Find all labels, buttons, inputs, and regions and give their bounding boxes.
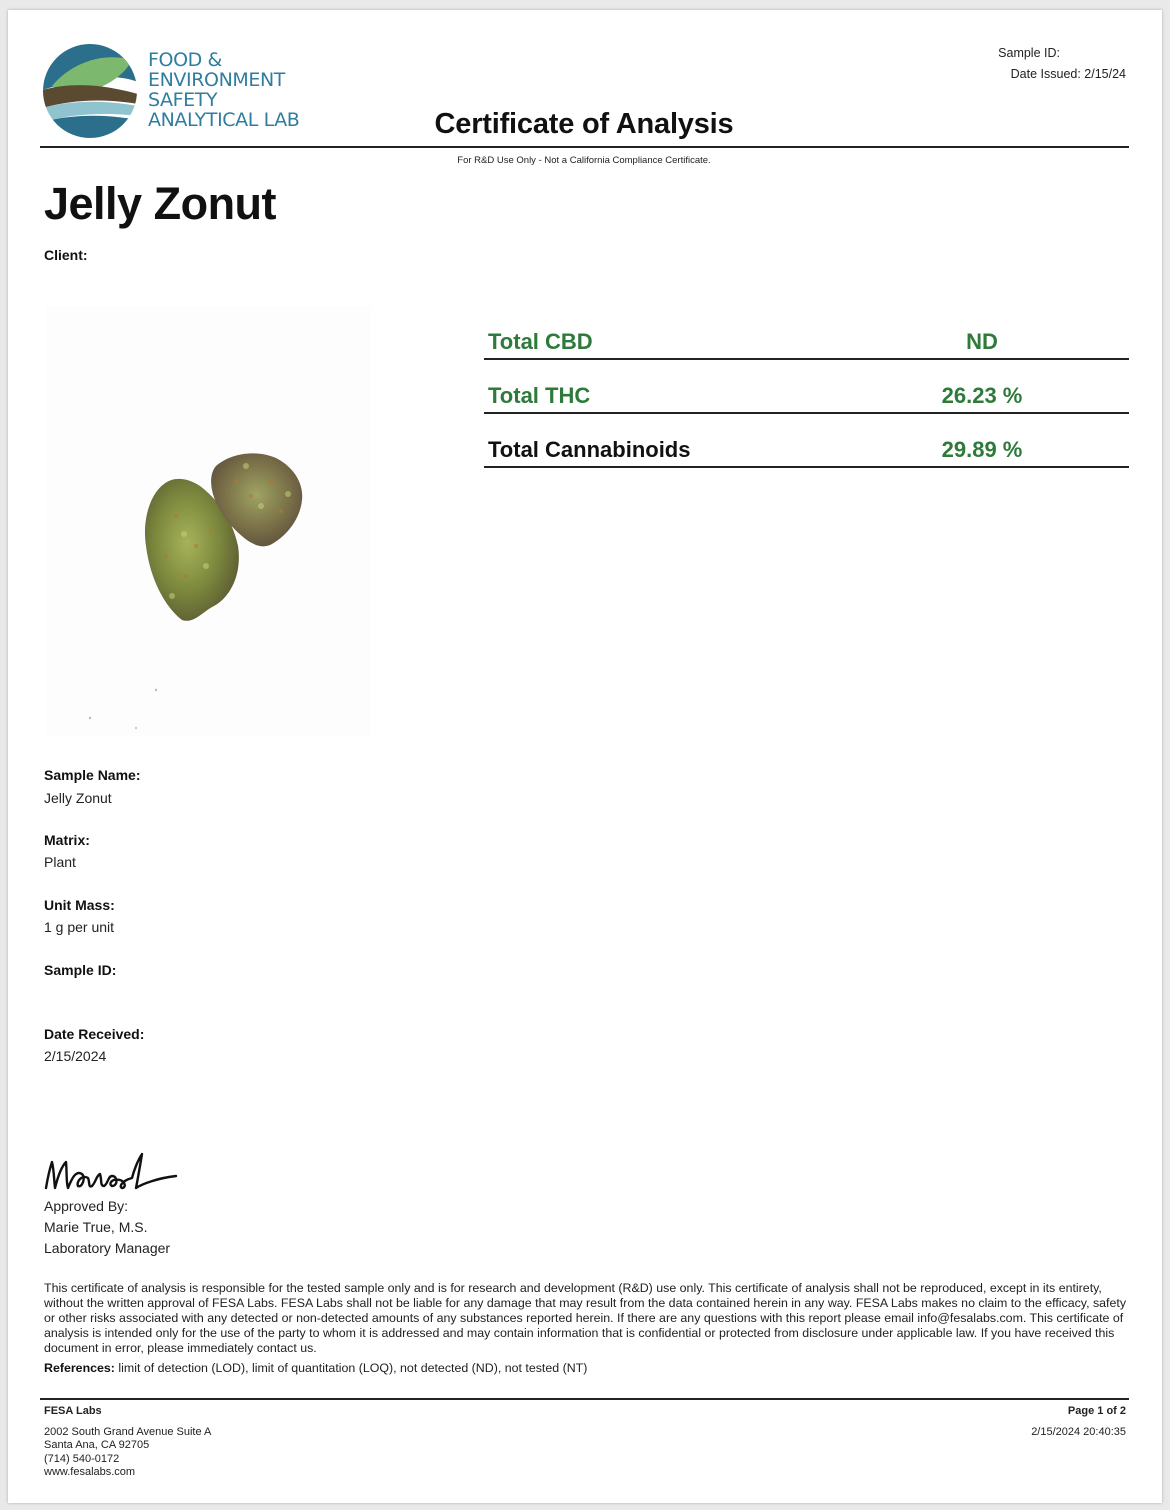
lab-name-logo-text: FOOD & ENVIRONMENT SAFETY ANALYTICAL LAB [148,49,300,131]
references-label: References: [44,1361,115,1375]
result-label: Total CBD [488,329,593,354]
sample-name-value: Jelly Zonut [44,790,112,806]
date-received-label: Date Received: [44,1026,145,1042]
footer-address-line2: Santa Ana, CA 92705 [44,1439,150,1452]
footer-address-line1: 2002 South Grand Avenue Suite A [44,1425,212,1438]
result-row-total-thc [484,360,1129,414]
product-photo [46,306,371,736]
footer-phone: (714) 540-0172 [44,1452,120,1465]
result-label: Total Cannabinoids [488,437,691,462]
matrix-value: Plant [44,854,76,870]
sample-name-label: Sample Name: [44,767,141,783]
result-value: ND [966,329,998,354]
approval-block [44,1196,170,1259]
fesa-logo-icon [42,42,138,140]
unit-mass-label: Unit Mass: [44,897,115,913]
disclaimer-text: This certificate of analysis is responsible for the tested sample only and is for research and development (R&D) use only. This certificate of analysis shall not be reproduced, except in its entirety, without the written approval of FESA Labs. FESA Labs shall not be liable for any damage that may result from the data contained herein in any way. FESA Labs makes no claim to the efficacy, safety or other risks associated with any detected or non-detected amounts of any substances reported herein. If there are any questions with this report please email info@fesalabs.com. This certificate of analysis is intended only for the use of the party to whom it is addressed and may contain information that is confidential or protected from disclosure under applicable law. If you have received this document in error, please immediately contact us. [44,1281,1127,1355]
certificate-page [8,10,1162,1503]
header-sample-id: Sample ID: [998,46,1060,60]
product-name: Jelly Zonut [44,178,277,229]
unit-mass-value: 1 g per unit [44,919,115,935]
document-subtitle: For R&D Use Only - Not a California Compliance Certificate. [457,155,711,166]
header-divider [40,146,1129,148]
signature-image [42,1148,182,1196]
approved-by-label: Approved By: [44,1198,129,1214]
footer-company: FESA Labs [44,1405,102,1417]
document-title: Certificate of Analysis [434,108,734,140]
footer-address [44,1405,211,1480]
footer-divider [40,1398,1129,1400]
approver-name: Marie True, M.S. [44,1219,148,1235]
approver-role: Laboratory Manager [44,1240,171,1256]
footer-website[interactable]: www.fesalabs.com [44,1466,136,1479]
references [44,1361,587,1375]
result-value: 29.89 % [941,437,1023,462]
sample-id-label: Sample ID: [44,962,117,978]
generated-timestamp: 2/15/2024 20:40:35 [1031,1425,1126,1438]
references-text: limit of detection (LOD), limit of quantitation (LOQ), not detected (ND), not tested (NT) [114,1361,588,1375]
page-number: Page 1 of 2 [1067,1405,1126,1417]
result-value: 26.23 % [941,383,1023,408]
matrix-label: Matrix: [44,832,90,848]
result-row-total-cannabinoids [484,414,1129,468]
footer-page-info [1031,1405,1126,1439]
result-row-total-cbd [484,306,1129,360]
cannabinoid-summary [484,306,1129,468]
date-issued: Date Issued: 2/15/24 [1010,67,1126,81]
date-received-value: 2/15/2024 [44,1048,107,1064]
result-label: Total THC [488,383,591,408]
client-label: Client: [44,247,88,263]
